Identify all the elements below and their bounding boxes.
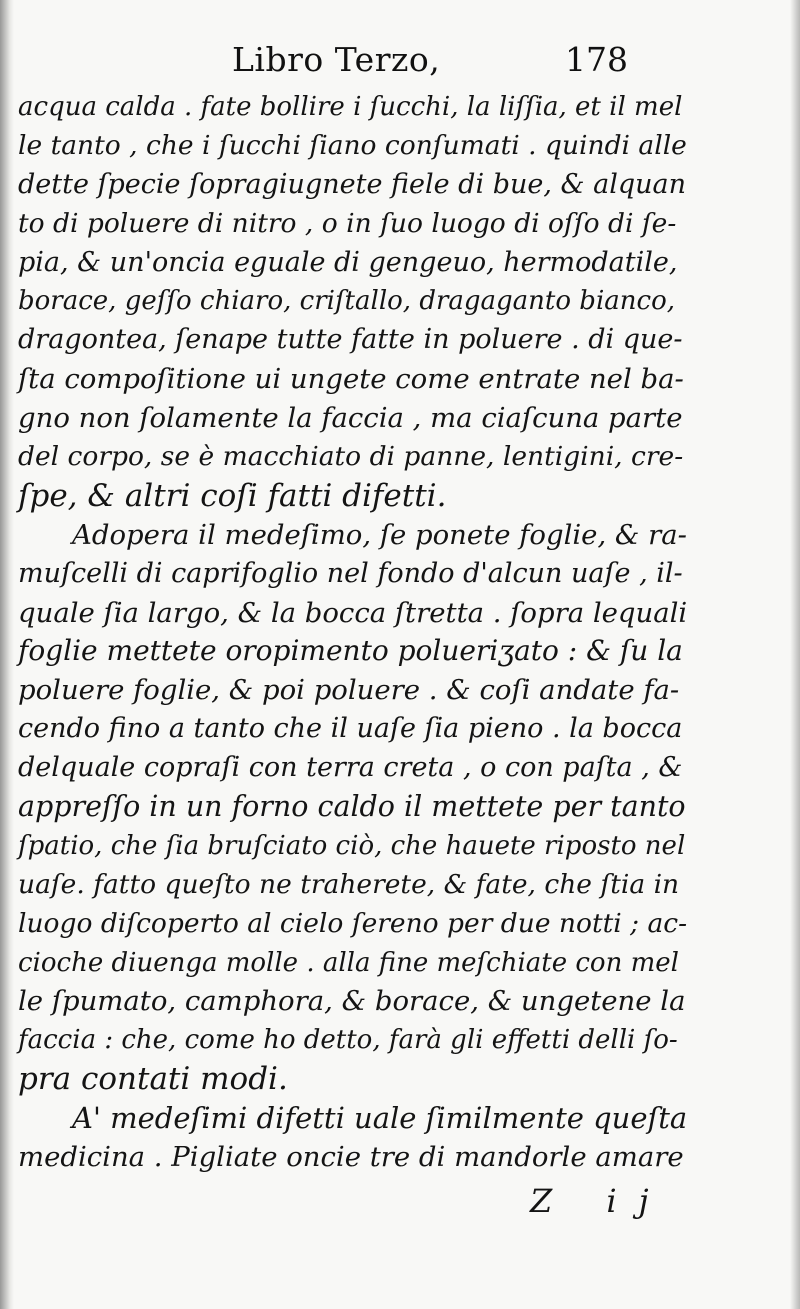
text-line: poluere foglie, & poi poluere . & coſi andate fa- xyxy=(18,674,680,707)
text-line: le ſpumato, camphora, & borace, & ungetene la xyxy=(18,985,686,1018)
page-number: 178 xyxy=(565,40,628,79)
text-line: uaſe. fatto queſto ne traherete, & fate, che ſtia in xyxy=(18,868,680,900)
page-edge-shadow-left xyxy=(0,0,14,1309)
text-line: borace, geſſo chiaro, criſtallo, dragaganto bianco, xyxy=(18,286,675,317)
text-line: cendo fino a tanto che il uaſe ſia pieno . la bocca xyxy=(18,713,683,745)
page-header xyxy=(0,40,800,86)
text-line: dragontea, ſenape tutte fatte in poluere . di que- xyxy=(18,324,683,356)
text-line: faccia : che, come ho detto, farà gli effetti delli ſo- xyxy=(18,1025,678,1056)
text-line: pra contati modi. xyxy=(18,1061,288,1098)
text-line: delquale copraſi con terra creta , o con paſta , & xyxy=(18,752,683,784)
text-line: ſta compoſitione ui ungete come entrate nel ba- xyxy=(18,363,684,396)
text-line: gno non ſolamente la faccia , ma ciaſcuna parte xyxy=(18,402,683,435)
body-text xyxy=(18,88,686,1177)
text-line: pia, & un'oncia eguale di gengeuo, hermodatile, xyxy=(18,246,678,278)
text-line: quale ſia largo, & la bocca ſtretta . ſopra lequali xyxy=(18,596,688,629)
text-line: cioche diuenga molle . alla fine meſchiate con mel xyxy=(18,947,679,978)
text-line: del corpo, se è macchiato di panne, lentigini, cre- xyxy=(18,441,684,473)
text-line: dette ſpecie ſopragiugnete fiele di bue, & alquan xyxy=(18,168,687,200)
text-line: acqua calda . fate bollire i ſucchi, la liſſia, et il mel xyxy=(18,92,683,122)
text-line: foglie mettete oropimento polueriʒato : & ſu la xyxy=(18,634,683,668)
signature-mark: Z ij xyxy=(530,1182,671,1220)
text-line: ſpatio, che ſia bruſciato ciò, che hauete riposto nel xyxy=(18,830,686,861)
paragraph-first-line: A' medeſimi difetti uale ſimilmente queſta xyxy=(72,1101,688,1136)
page-edge-shadow-right xyxy=(790,0,800,1309)
text-line: to di poluere di nitro , o in ſuo luogo di oſſo di ſe- xyxy=(18,207,677,239)
text-line: ſpe, & altri coſi fatti difetti. xyxy=(18,477,447,514)
text-line: medicina . Pigliate oncie tre di mandorle amare xyxy=(18,1141,684,1174)
text-line: appreſſo in un forno caldo il mettete per tanto xyxy=(18,790,686,824)
paragraph-first-line: Adopera il medeſimo, ſe ponete foglie, & ra- xyxy=(72,518,687,551)
text-line: le tanto , che i ſucchi ſiano conſumati . quindi alle xyxy=(18,129,687,161)
running-head: Libro Terzo, xyxy=(232,40,441,79)
text-line: muſcelli di caprifoglio nel fondo d'alcun uaſe , il- xyxy=(18,557,683,589)
text-line: luogo diſcoperto al cielo ſereno per due notti ; ac- xyxy=(18,907,688,939)
